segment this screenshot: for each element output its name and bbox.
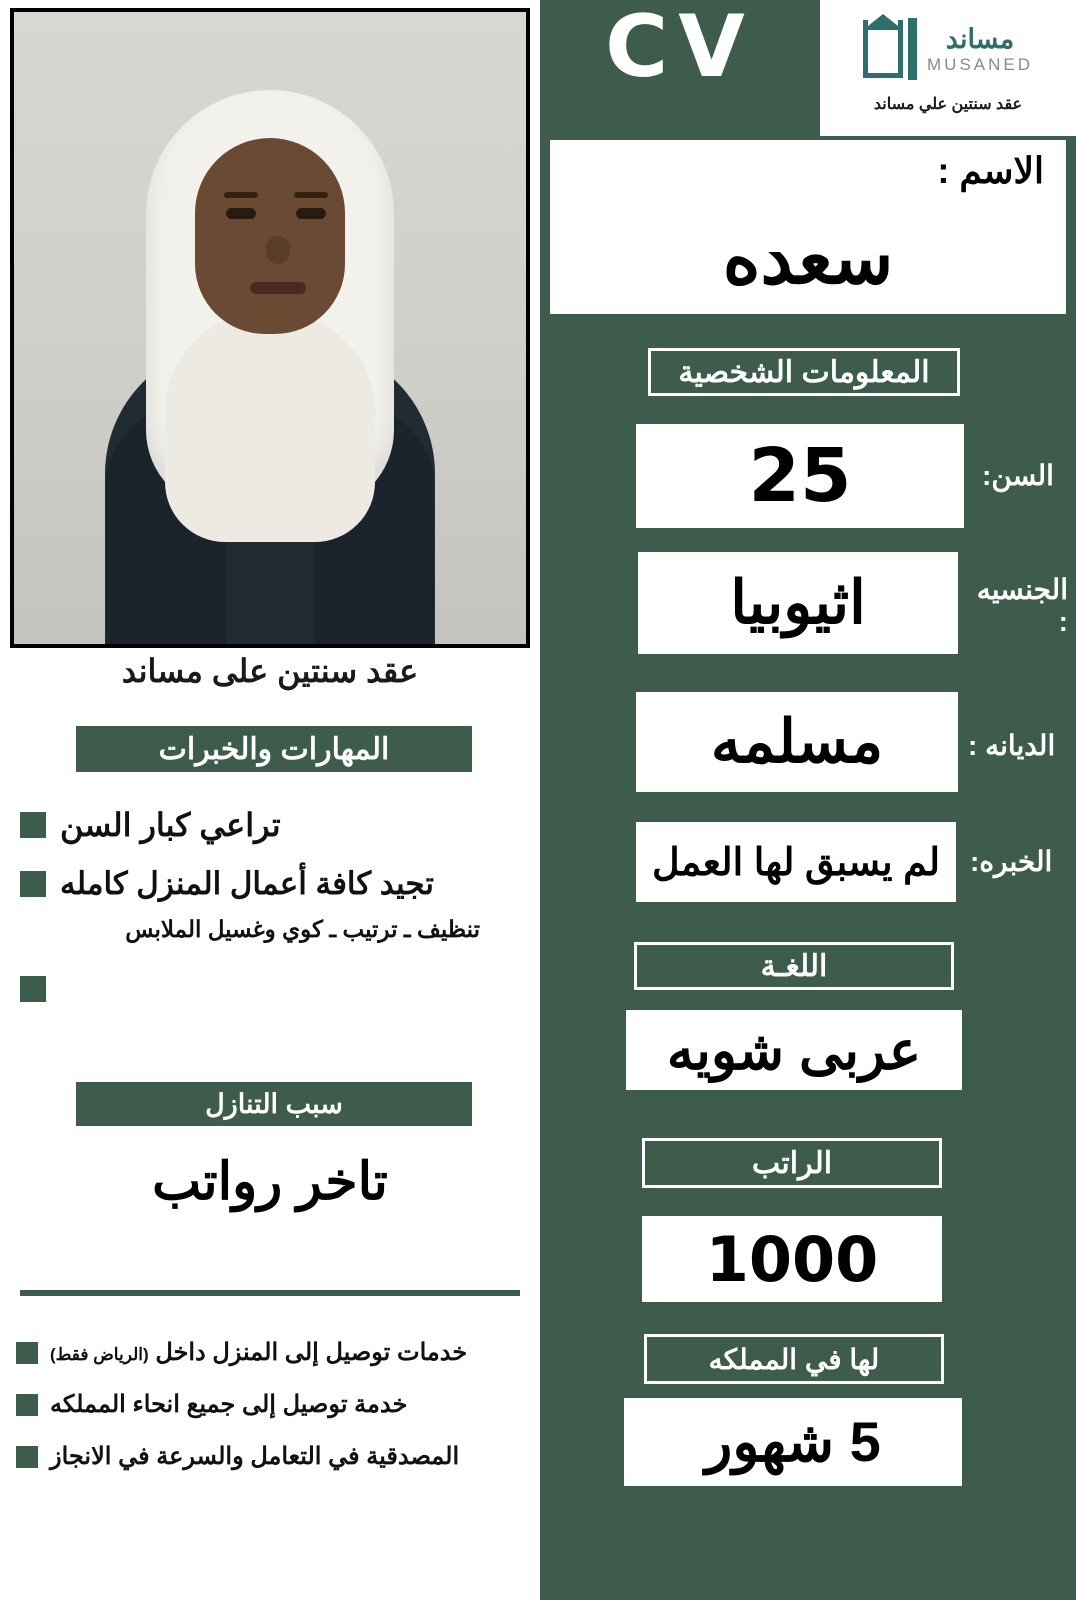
square-bullet-icon — [16, 1446, 38, 1468]
divider — [20, 1290, 520, 1296]
photo-headscarf-drape — [165, 312, 375, 542]
service-main-text: خدمات توصيل إلى المنزل داخل — [155, 1339, 468, 1366]
experience-label: الخبره: — [970, 845, 1053, 877]
nationality-value: اثيوبيا — [638, 552, 958, 654]
section-personal-info: المعلومات الشخصية — [648, 348, 960, 396]
reason-value: تاخر رواتب — [152, 1153, 388, 1211]
photo-eye-right — [296, 208, 326, 219]
square-bullet-icon — [20, 812, 46, 838]
house-icon — [863, 18, 917, 80]
logo-caption: عقد سنتين علي مساند — [873, 96, 1023, 113]
logo-roof-shape — [863, 14, 903, 30]
square-bullet-icon — [16, 1394, 38, 1416]
language-value: عربى شويه — [626, 1010, 962, 1090]
service-note-text: (الرياض فقط) — [50, 1345, 149, 1364]
section-skills: المهارات والخبرات — [76, 726, 472, 772]
skill-item — [20, 976, 520, 1002]
name-value: سعده — [722, 219, 894, 299]
contract-caption: عقد سنتين على مساند — [121, 653, 419, 689]
service-label: خدمة توصيل إلى جميع انحاء المملكه — [50, 1391, 408, 1418]
name-label: الاسم : — [937, 150, 1044, 191]
skill-item — [20, 866, 520, 902]
square-bullet-icon — [20, 871, 46, 897]
logo-latin-text: MUSANED — [927, 54, 1034, 74]
service-item — [16, 1338, 524, 1367]
logo-arabic-text: مساند — [945, 23, 1015, 54]
religion-label: الديانه : — [968, 729, 1056, 761]
photo-face — [195, 138, 345, 334]
service-item — [16, 1442, 524, 1471]
skill-item — [20, 806, 520, 844]
skill-label: تراعي كبار السن — [60, 807, 281, 843]
photo-nose — [266, 236, 290, 264]
photo-brow-right — [294, 192, 328, 198]
candidate-photo — [10, 8, 530, 648]
service-item — [16, 1390, 524, 1419]
cv-title-text: CV — [605, 0, 755, 97]
square-bullet-icon — [16, 1342, 38, 1364]
service-label — [50, 1338, 467, 1367]
section-language: اللغـة — [634, 942, 954, 990]
photo-brow-left — [224, 192, 258, 198]
age-label: السن: — [982, 459, 1054, 491]
skill-label: تجيد كافة أعمال المنزل كامله — [60, 866, 435, 901]
document-header — [540, 0, 1076, 136]
cv-title — [540, 0, 820, 136]
in-kingdom-value: 5 شهور — [624, 1398, 962, 1486]
experience-value: لم يسبق لها العمل — [636, 822, 956, 902]
section-salary: الراتب — [642, 1138, 942, 1188]
salary-value: 1000 — [642, 1216, 942, 1302]
skill-subtext: تنظيف ـ ترتيب ـ كوي وغسيل الملابس — [125, 916, 480, 942]
service-label: المصدقية في التعامل والسرعة في الانجاز — [50, 1443, 460, 1470]
photo-eye-left — [226, 208, 256, 219]
name-label-box — [550, 140, 1066, 202]
section-reason: سبب التنازل — [76, 1082, 472, 1126]
square-bullet-icon — [20, 976, 46, 1002]
religion-value: مسلمه — [636, 692, 958, 792]
photo-mouth — [250, 282, 306, 294]
right-panel — [540, 0, 1076, 1600]
logo-bar-shape — [908, 18, 917, 80]
name-value-box — [550, 202, 1066, 314]
section-in-kingdom: لها في المملكه — [644, 1334, 944, 1384]
logo-inner — [830, 6, 1066, 92]
bottom-whitespace — [0, 1530, 540, 1600]
age-value: 25 — [636, 424, 964, 528]
musaned-logo — [820, 0, 1076, 136]
nationality-label: الجنسيه : — [976, 573, 1068, 637]
logo-wordmark — [927, 23, 1034, 74]
